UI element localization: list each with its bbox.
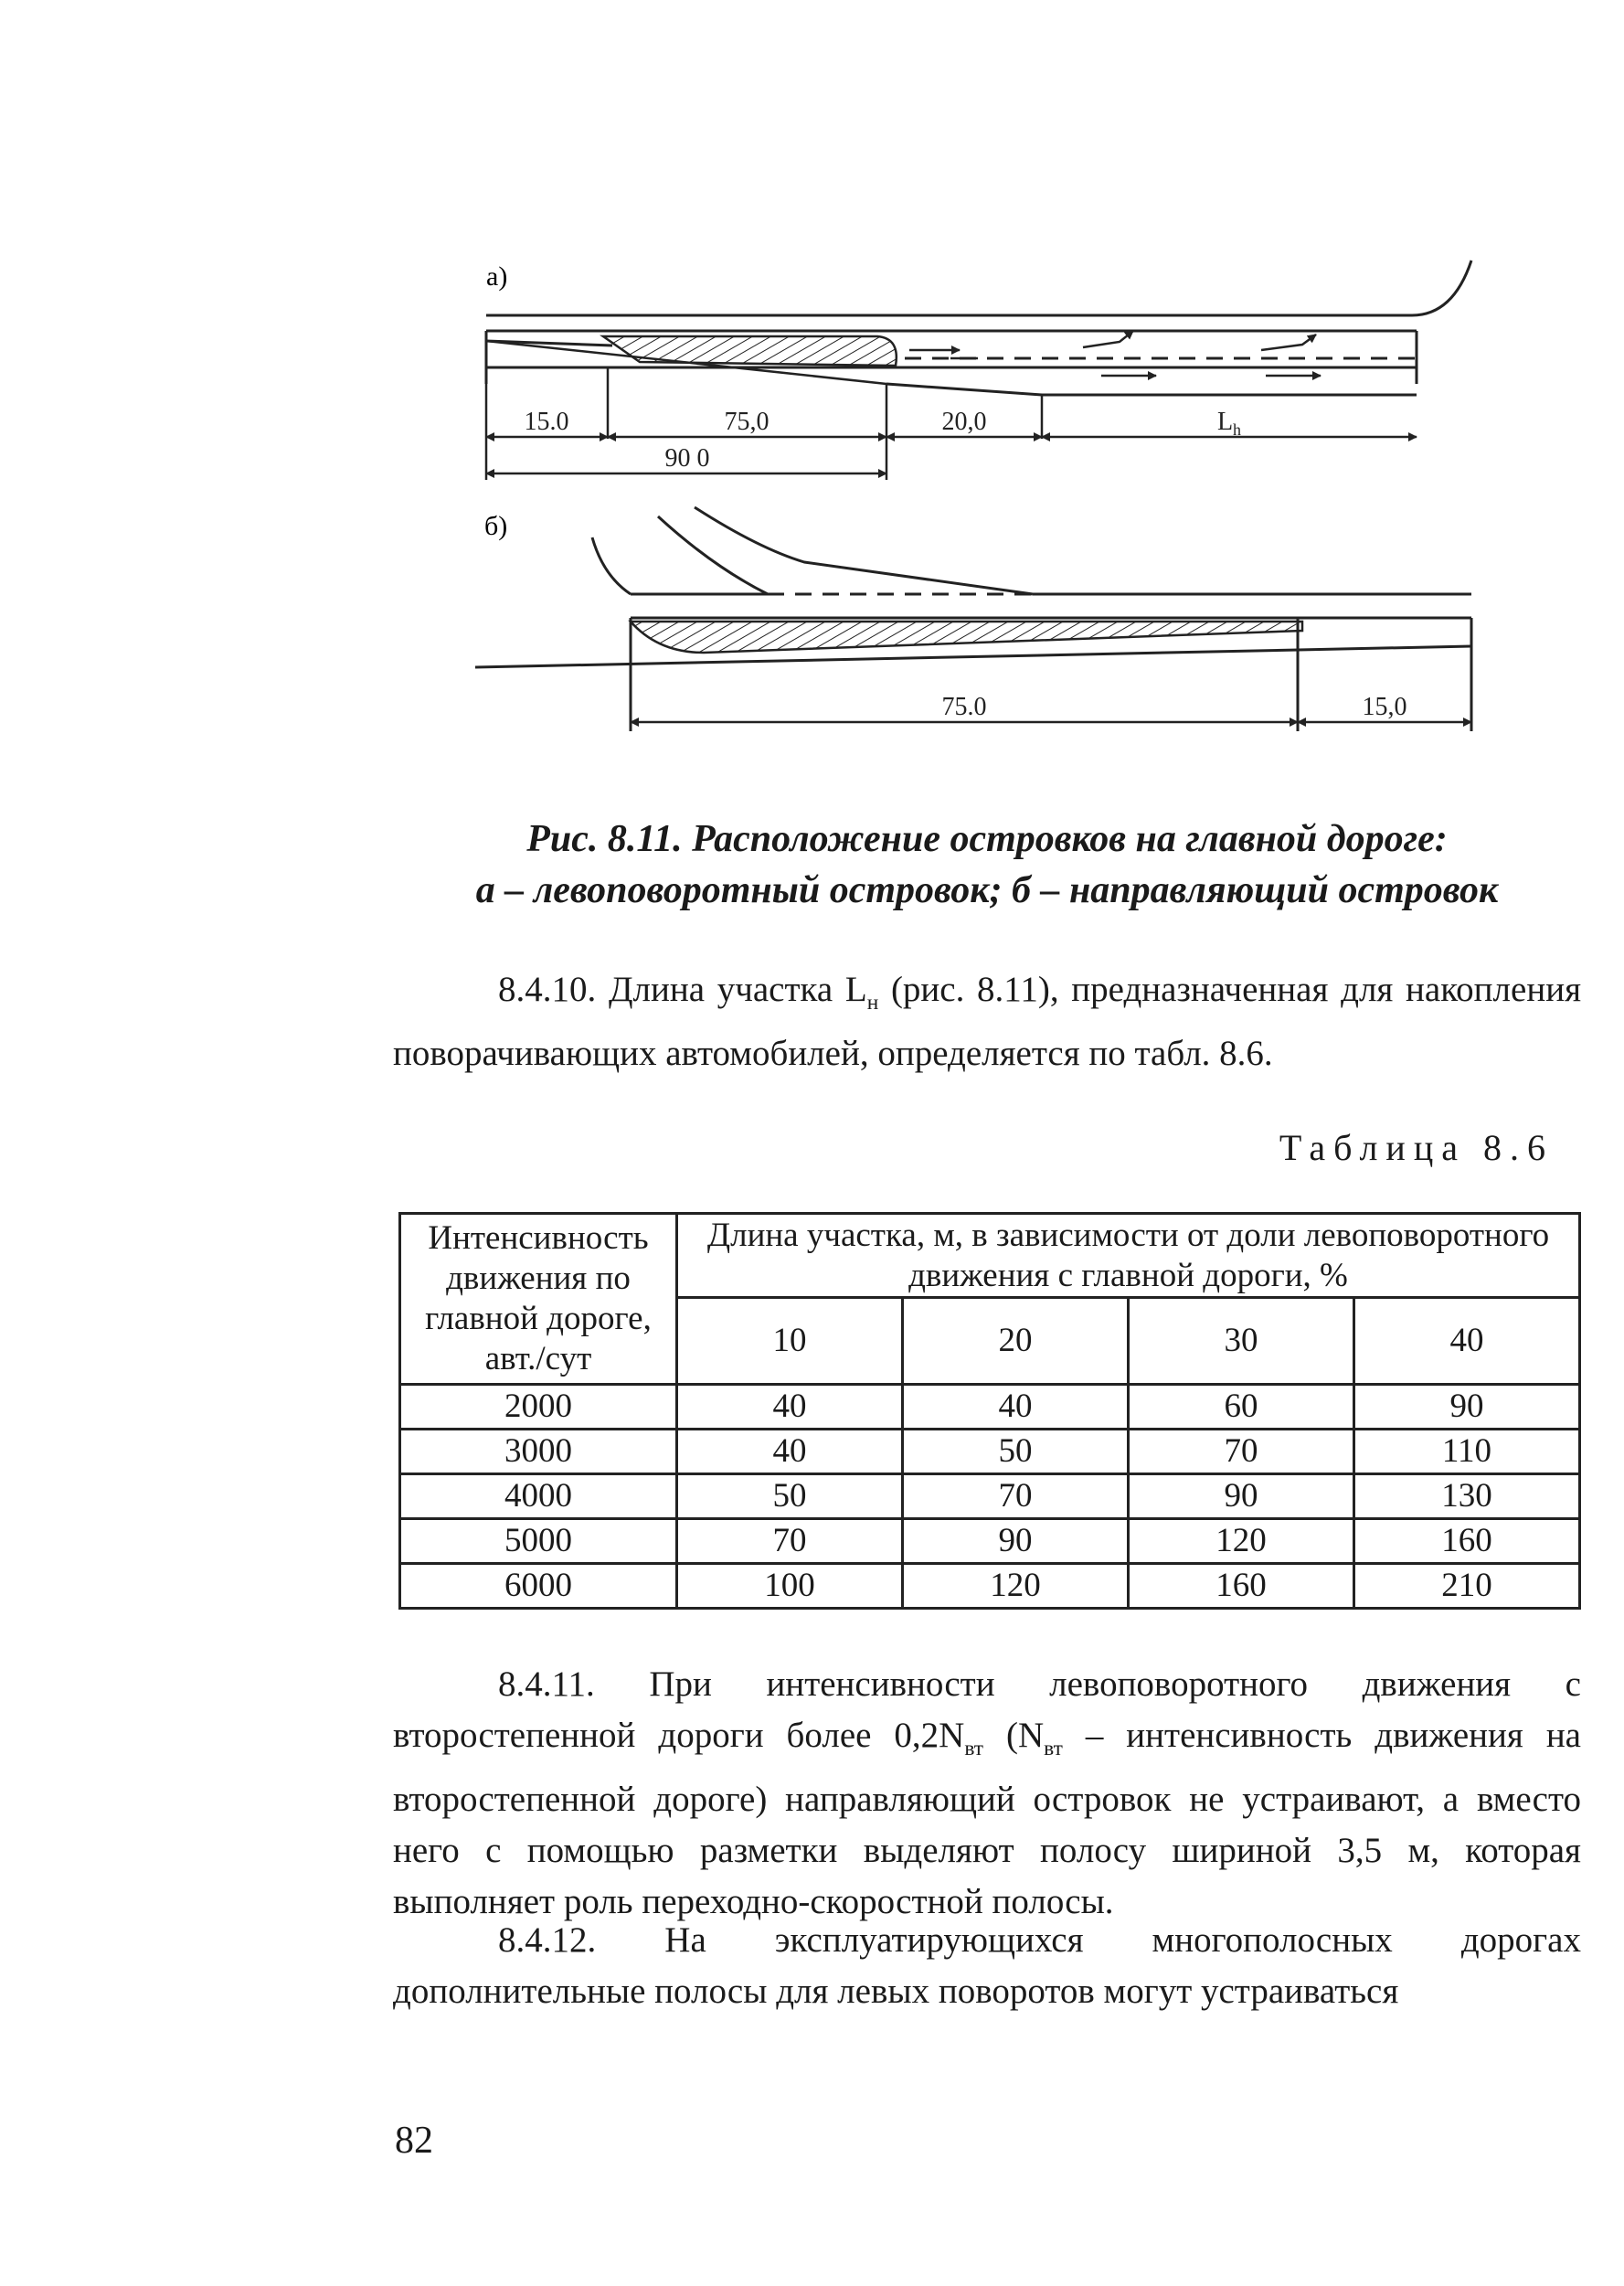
table-row — [400, 1564, 1580, 1609]
caption-line-2: а – левоповоротный островок; б – направляющий островок — [475, 869, 1499, 911]
dim-b-15: 15,0 — [1362, 693, 1407, 721]
table-cell: 40 — [677, 1385, 903, 1430]
group-header: Длина участка, м, в зависимости от доли левоповоротного движения с главной дороги, % — [677, 1214, 1580, 1298]
table-cell: 60 — [1128, 1385, 1353, 1430]
table-cell: 50 — [677, 1474, 903, 1519]
caption-line-1: Рис. 8.11. Расположение островков на главной дороге: — [526, 818, 1448, 860]
table-row — [400, 1474, 1580, 1519]
table-cell: 70 — [677, 1519, 903, 1564]
table-row — [400, 1430, 1580, 1474]
paragraph-8-4-11: 8.4.11. При интенсивности левоповоротного движения с второстепенной дороги более $0,2N_{вт}$ ($N_{вт}$ – интенсивность движения на второстепенной дороге) направляющий островок не устраивают, а вместо него с помощью разметки выделяют полосу шириной 3,5 м, которая выполняет роль переходно-скоростной полосы. — [393, 1664, 1581, 1921]
table-cell: 40 — [902, 1385, 1128, 1430]
subheader: 40 — [1353, 1298, 1579, 1385]
dim-a-75: 75,0 — [724, 408, 770, 436]
table-cell: 160 — [1353, 1519, 1579, 1564]
subheader: 10 — [677, 1298, 903, 1385]
road-island-figure — [0, 0, 1624, 804]
left-turn-island-hatch — [603, 336, 897, 366]
table-cell: 120 — [1128, 1519, 1353, 1564]
panel-a-road — [486, 260, 1471, 395]
dim-a-20: 20,0 — [941, 408, 987, 436]
dim-a-15: 15.0 — [524, 408, 569, 436]
table-cell: 40 — [677, 1430, 903, 1474]
table-label: Таблица 8.6 — [1279, 1127, 1554, 1168]
page-number: 82 — [395, 2120, 433, 2162]
paragraph-8-4-10: 8.4.10. Длина участка $L_н$ (рис. 8.11), предназначенная для накопления поворачивающих автомобилей, определяется по табл. 8.6. — [393, 970, 1582, 1073]
table-cell: 210 — [1353, 1564, 1579, 1609]
table-cell: 130 — [1353, 1474, 1579, 1519]
table-cell: 90 — [902, 1519, 1128, 1564]
table-cell: 50 — [902, 1430, 1128, 1474]
table-row — [400, 1519, 1580, 1564]
figure-caption — [384, 813, 1590, 916]
dim-a-90: 90 0 — [664, 444, 710, 473]
directing-island-hatch — [631, 622, 1302, 653]
table-cell: 160 — [1128, 1564, 1353, 1609]
data-table — [398, 1212, 1581, 1610]
table-cell: 70 — [902, 1474, 1128, 1519]
table-cell: 90 — [1353, 1385, 1579, 1430]
table-row — [400, 1385, 1580, 1430]
table-cell: 6000 — [400, 1564, 677, 1609]
dim-a-lh: $L_h$ — [1216, 408, 1242, 439]
panel-b-label: б) — [484, 511, 508, 541]
table-cell: 120 — [902, 1564, 1128, 1609]
table-cell: 70 — [1128, 1430, 1353, 1474]
panel-a-label: а) — [486, 261, 508, 292]
dim-b-75: 75.0 — [941, 693, 987, 721]
col1-header: Интенсивность движения по главной дороге, авт./сут — [400, 1214, 677, 1385]
table-cell: 3000 — [400, 1430, 677, 1474]
traffic-arrows — [909, 331, 1321, 376]
table-cell: 4000 — [400, 1474, 677, 1519]
paragraph-8-4-12: 8.4.12. На эксплуатирующихся многополосных дорогах дополнительные полосы для левых поворотов могут устраиваться — [393, 1920, 1581, 2011]
table-cell: 110 — [1353, 1430, 1579, 1474]
table-cell: 2000 — [400, 1385, 677, 1430]
subheader: 20 — [902, 1298, 1128, 1385]
table-cell: 5000 — [400, 1519, 677, 1564]
table-cell: 100 — [677, 1564, 903, 1609]
subheader: 30 — [1128, 1298, 1353, 1385]
table-cell: 90 — [1128, 1474, 1353, 1519]
